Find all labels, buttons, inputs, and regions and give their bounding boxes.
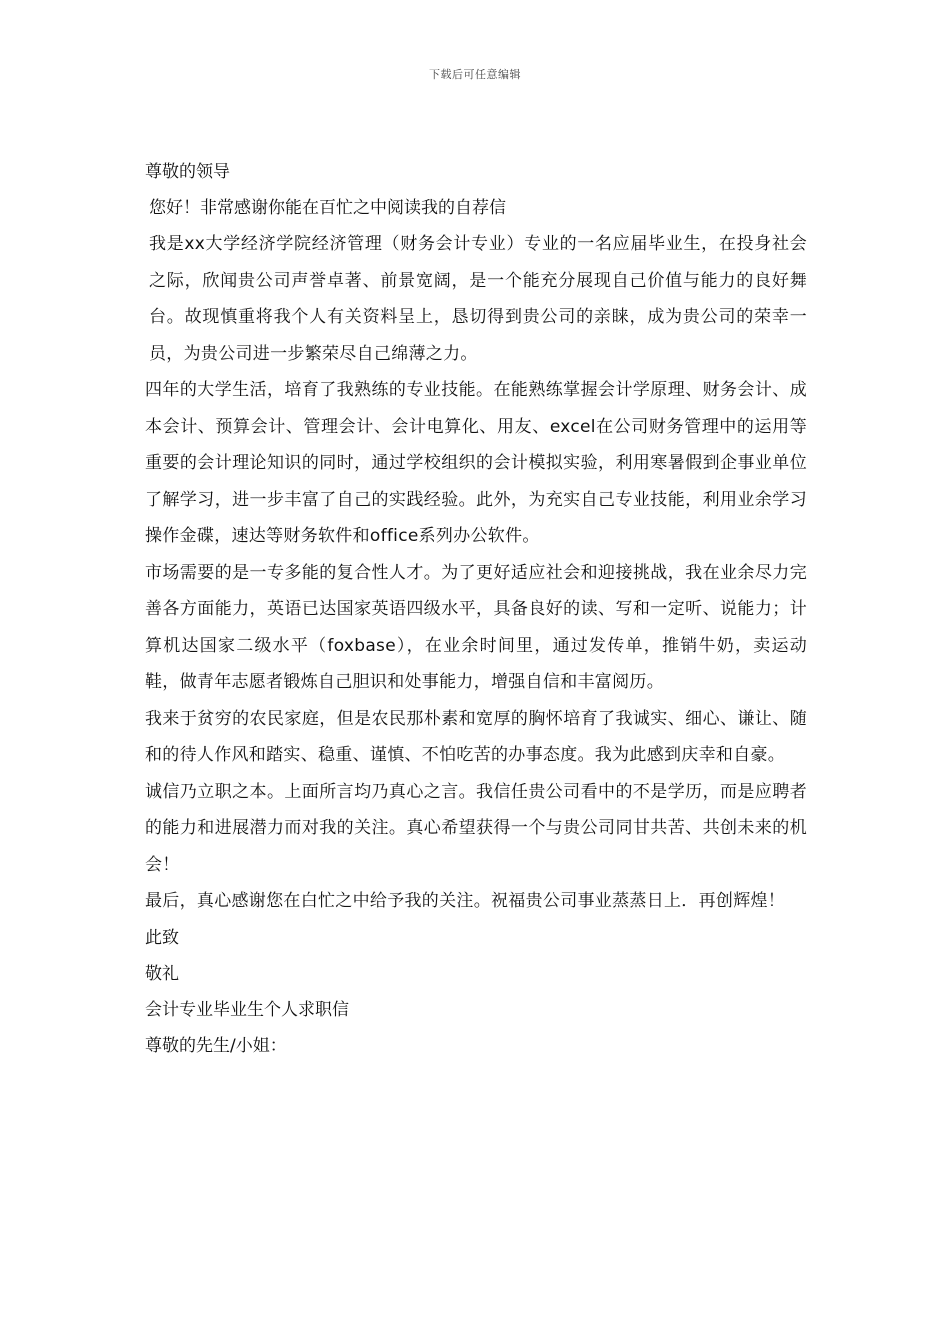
page-header: 下载后可任意编辑 (429, 68, 521, 81)
closing-regards: 此致 (145, 927, 179, 948)
next-letter-salutation: 尊敬的先生/小姐： (145, 1035, 287, 1056)
salutation: 尊敬的领导 (145, 162, 230, 182)
greeting: 您好！非常感谢你能在百忙之中阅读我的自荐信 (149, 198, 506, 218)
paragraph-background: 我来于贫穷的农民家庭，但是农民那朴素和宽厚的胸怀培育了我诚实、细心、谦让、随和的待人作风和踏实、稳重、谨慎、不怕吃苦的办事态度。我为此感到庆幸和自豪。 (145, 708, 807, 765)
document-body (145, 154, 807, 1064)
paragraph-intro: 我是xx大学经济学院经济管理（财务会计专业）专业的一名应届毕业生，在投身社会之际，欣闻贵公司声誉卓著、前景宽阔，是一个能充分展现自己价值与能力的良好舞台。故现慎重将我个人有关资料呈上，恳切得到贵公司的亲睐，成为贵公司的荣幸一员，为贵公司进一步繁荣尽自己绵薄之力。 (149, 234, 807, 364)
paragraph-integrity: 诚信乃立职之本。上面所言均乃真心之言。我信任贵公司看中的不是学历，而是应聘者的能力和进展潜力而对我的关注。真心希望获得一个与贵公司同甘共苦、共创未来的机会！ (145, 781, 807, 875)
paragraph-closing: 最后，真心感谢您在白忙之中给予我的关注。祝福贵公司事业蒸蒸日上．再创辉煌！ (145, 891, 786, 911)
closing-salute: 敬礼 (145, 963, 179, 984)
paragraph-abilities: 市场需要的是一专多能的复合性人才。为了更好适应社会和迎接挑战，我在业余尽力完善各方面能力，英语已达国家英语四级水平，具备良好的读、写和一定听、说能力；计算机达国家二级水平（foxbase），在业余时间里，通过发传单，推销牛奶，卖运动鞋，做青年志愿者锻炼自己胆识和处事能力，增强自信和丰富阅历。 (145, 562, 807, 692)
next-letter-title: 会计专业毕业生个人求职信 (145, 999, 349, 1020)
paragraph-skills: 四年的大学生活，培育了我熟练的专业技能。在能熟练掌握会计学原理、财务会计、成本会计、预算会计、管理会计、会计电算化、用友、excel在公司财务管理中的运用等重要的会计理论知识的同时，通过学校组织的会计模拟实验，利用寒暑假到企事业单位了解学习，进一步丰富了自己的实践经验。此外，为充实自己专业技能，利用业余学习操作金碟，速达等财务软件和office系列办公软件。 (145, 380, 807, 546)
